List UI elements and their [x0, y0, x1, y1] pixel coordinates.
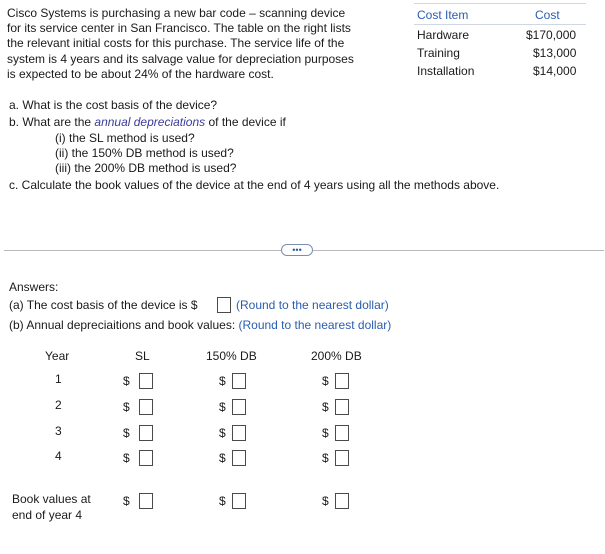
question-a: a. What is the cost basis of the device?: [9, 98, 218, 112]
question-b-italic: annual depreciations: [94, 115, 206, 129]
dollar-sign: $: [123, 374, 130, 388]
problem-line: is expected to be about 24% of the hardware cost.: [7, 67, 274, 81]
col-header-150db: 150% DB: [206, 349, 257, 363]
cost-basis-input[interactable]: [217, 297, 231, 313]
answer-b-hint: (Round to the nearest dollar): [238, 318, 392, 332]
dollar-sign: $: [219, 374, 226, 388]
db150-year4-input[interactable]: [232, 450, 246, 466]
cost-table-header-cost: Cost: [535, 8, 560, 22]
answer-b-text: (b) Annual depreciaitions and book values:: [9, 318, 239, 332]
question-b-prefix: b. What are the: [9, 115, 95, 129]
db150-book-value-input[interactable]: [232, 493, 246, 509]
dollar-sign: $: [322, 400, 329, 414]
table-rule: [414, 24, 586, 25]
cost-value: $170,000: [526, 28, 577, 42]
question-b-suffix: of the device if: [205, 115, 286, 129]
col-header-year: Year: [45, 349, 70, 363]
dollar-sign: $: [123, 494, 130, 508]
sl-year1-input[interactable]: [139, 373, 153, 389]
col-header-sl: SL: [135, 349, 150, 363]
book-values-label: end of year 4: [12, 508, 83, 522]
table-rule: [414, 3, 586, 4]
answers-title: Answers:: [9, 280, 59, 294]
question-b: [9, 115, 286, 130]
db200-year1-input[interactable]: [335, 373, 349, 389]
cost-table-header-item: Cost Item: [417, 8, 469, 22]
dollar-sign: $: [123, 426, 130, 440]
dollar-sign: $: [219, 494, 226, 508]
dollar-sign: $: [219, 451, 226, 465]
db150-year2-input[interactable]: [232, 399, 246, 415]
question-b-iii: (iii) the 200% DB method is used?: [55, 161, 237, 175]
expand-more-button[interactable]: •••: [281, 244, 313, 256]
cost-item: Hardware: [417, 28, 470, 42]
sl-book-value-input[interactable]: [139, 493, 153, 509]
dollar-sign: $: [322, 374, 329, 388]
dollar-sign: $: [123, 451, 130, 465]
dollar-sign: $: [322, 494, 329, 508]
dollar-sign: $: [123, 400, 130, 414]
db200-year3-input[interactable]: [335, 425, 349, 441]
dollar-sign: $: [322, 426, 329, 440]
year-label: 3: [55, 424, 62, 438]
year-label: 4: [55, 449, 62, 463]
question-c: c. Calculate the book values of the device at the end of 4 years using all the methods above.: [9, 178, 500, 192]
db200-year4-input[interactable]: [335, 450, 349, 466]
problem-line: the relevant initial costs for this purchase. The service life of the: [7, 36, 345, 50]
answer-a-text: (a) The cost basis of the device is $: [9, 298, 198, 312]
cost-value: $14,000: [533, 64, 577, 78]
problem-line: for its service center in San Francisco. The table on the right lists: [7, 21, 351, 35]
problem-line: Cisco Systems is purchasing a new bar code – scanning device: [7, 6, 346, 20]
year-label: 1: [55, 372, 62, 386]
dollar-sign: $: [219, 400, 226, 414]
year-label: 2: [55, 398, 62, 412]
db200-book-value-input[interactable]: [335, 493, 349, 509]
book-values-label: Book values at: [12, 492, 91, 506]
sl-year3-input[interactable]: [139, 425, 153, 441]
sl-year2-input[interactable]: [139, 399, 153, 415]
col-header-200db: 200% DB: [311, 349, 362, 363]
db150-year3-input[interactable]: [232, 425, 246, 441]
answer-a-hint: (Round to the nearest dollar): [236, 298, 389, 312]
problem-line: system is 4 years and its salvage value for depreciation purposes: [7, 52, 354, 66]
question-b-i: (i) the SL method is used?: [55, 131, 195, 145]
db150-year1-input[interactable]: [232, 373, 246, 389]
dollar-sign: $: [219, 426, 226, 440]
dollar-sign: $: [322, 451, 329, 465]
answer-b-line: [9, 318, 391, 333]
question-b-ii: (ii) the 150% DB method is used?: [55, 146, 234, 160]
cost-item: Installation: [417, 64, 475, 78]
sl-year4-input[interactable]: [139, 450, 153, 466]
cost-item: Training: [417, 46, 460, 60]
db200-year2-input[interactable]: [335, 399, 349, 415]
cost-value: $13,000: [533, 46, 577, 60]
